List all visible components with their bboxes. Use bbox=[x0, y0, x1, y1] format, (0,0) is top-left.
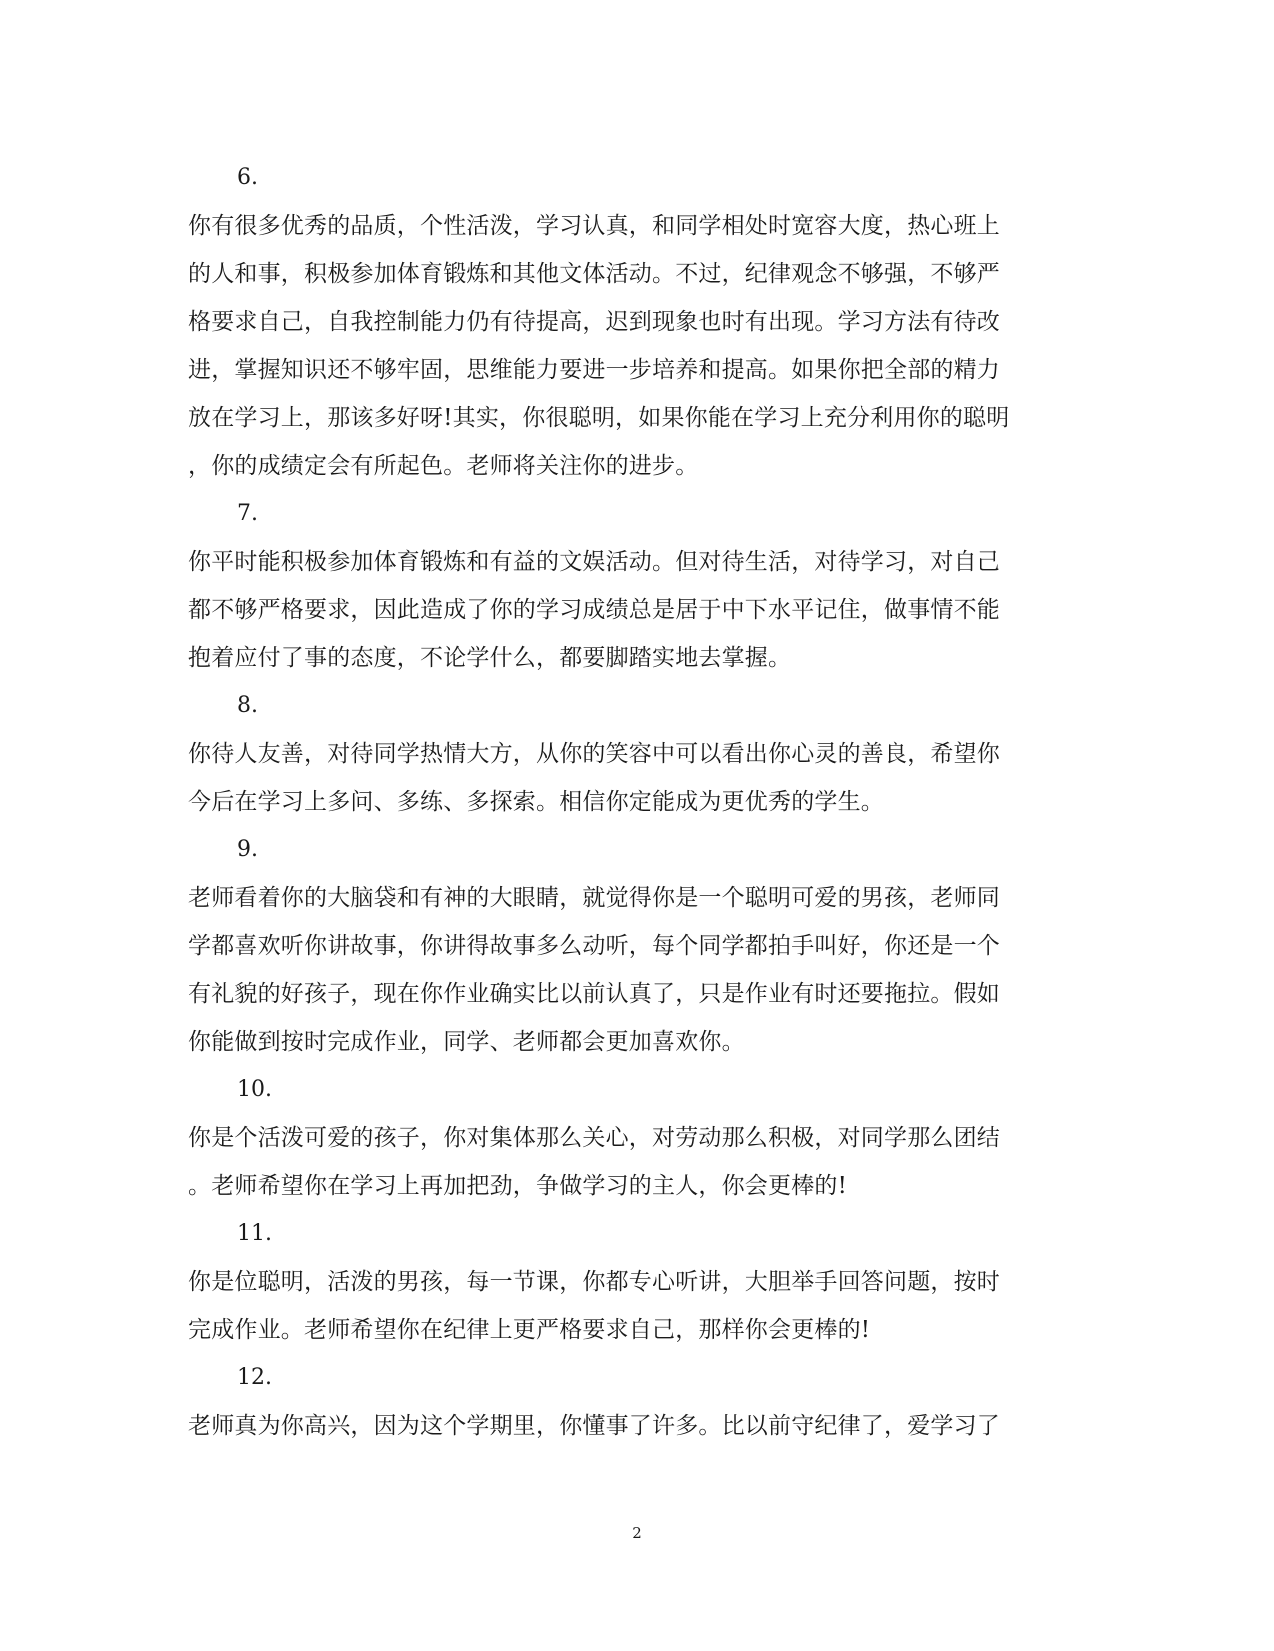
text-line: 你平时能积极参加体育锻炼和有益的文娱活动。但对待生活，对待学习，对自己 bbox=[188, 549, 1000, 575]
comment-entry-11 bbox=[188, 1210, 1078, 1354]
entry-paragraph bbox=[188, 1402, 1078, 1450]
text-line: 。老师希望你在学习上再加把劲，争做学习的主人，你会更棒的! bbox=[188, 1173, 848, 1199]
text-line: ，你的成绩定会有所起色。老师将关注你的进步。 bbox=[188, 453, 699, 479]
entry-paragraph bbox=[188, 202, 1078, 490]
text-line: 今后在学习上多问、多练、多探索。相信你定能成为更优秀的学生。 bbox=[188, 789, 884, 815]
text-line: 你待人友善，对待同学热情大方，从你的笑容中可以看出你心灵的善良，希望你 bbox=[188, 741, 1000, 767]
entry-number: 8. bbox=[237, 693, 258, 718]
text-line: 抱着应付了事的态度，不论学什么，都要脚踏实地去掌握。 bbox=[188, 645, 792, 671]
entry-paragraph bbox=[188, 538, 1078, 682]
text-line: 你是个活泼可爱的孩子，你对集体那么关心，对劳动那么积极，对同学那么团结 bbox=[188, 1125, 1000, 1151]
entry-paragraph bbox=[188, 1258, 1078, 1354]
page-number: 2 bbox=[632, 1524, 642, 1542]
text-line: 进，掌握知识还不够牢固，思维能力要进一步培养和提高。如果你把全部的精力 bbox=[188, 357, 1000, 383]
text-line: 完成作业。老师希望你在纪律上更严格要求自己，那样你会更棒的! bbox=[188, 1317, 871, 1343]
text-line: 你有很多优秀的品质，个性活泼，学习认真，和同学相处时宽容大度，热心班上 bbox=[188, 213, 1000, 239]
text-line: 有礼貌的好孩子，现在你作业确实比以前认真了，只是作业有时还要拖拉。假如 bbox=[188, 981, 1000, 1007]
entry-number: 12. bbox=[237, 1365, 272, 1390]
entry-number: 10. bbox=[237, 1077, 272, 1102]
comment-entry-9 bbox=[188, 826, 1078, 1066]
comment-entry-8 bbox=[188, 682, 1078, 826]
text-line: 你能做到按时完成作业，同学、老师都会更加喜欢你。 bbox=[188, 1029, 745, 1055]
entry-paragraph bbox=[188, 874, 1078, 1066]
entry-number: 11. bbox=[237, 1221, 272, 1246]
entry-paragraph bbox=[188, 730, 1078, 826]
document-body bbox=[188, 154, 1078, 1450]
comment-entry-10 bbox=[188, 1066, 1078, 1210]
text-line: 的人和事，积极参加体育锻炼和其他文体活动。不过，纪律观念不够强，不够严 bbox=[188, 261, 1000, 287]
text-line: 老师看着你的大脑袋和有神的大眼睛，就觉得你是一个聪明可爱的男孩，老师同 bbox=[188, 885, 1000, 911]
text-line: 都不够严格要求，因此造成了你的学习成绩总是居于中下水平记住，做事情不能 bbox=[188, 597, 1000, 623]
entry-number: 9. bbox=[237, 837, 258, 862]
comment-entry-6 bbox=[188, 154, 1078, 490]
entry-number: 6. bbox=[237, 165, 258, 190]
comment-entry-12 bbox=[188, 1354, 1078, 1450]
entry-number: 7. bbox=[237, 501, 258, 526]
text-line: 老师真为你高兴，因为这个学期里，你懂事了许多。比以前守纪律了，爱学习了 bbox=[188, 1413, 1000, 1439]
text-line: 你是位聪明，活泼的男孩，每一节课，你都专心听讲，大胆举手回答问题，按时 bbox=[188, 1269, 1000, 1295]
entry-paragraph bbox=[188, 1114, 1078, 1210]
text-line: 放在学习上，那该多好呀!其实，你很聪明，如果你能在学习上充分利用你的聪明 bbox=[188, 405, 1010, 431]
text-line: 格要求自己，自我控制能力仍有待提高，迟到现象也时有出现。学习方法有待改 bbox=[188, 309, 1000, 335]
comment-entry-7 bbox=[188, 490, 1078, 682]
text-line: 学都喜欢听你讲故事，你讲得故事多么动听，每个同学都拍手叫好，你还是一个 bbox=[188, 933, 1000, 959]
